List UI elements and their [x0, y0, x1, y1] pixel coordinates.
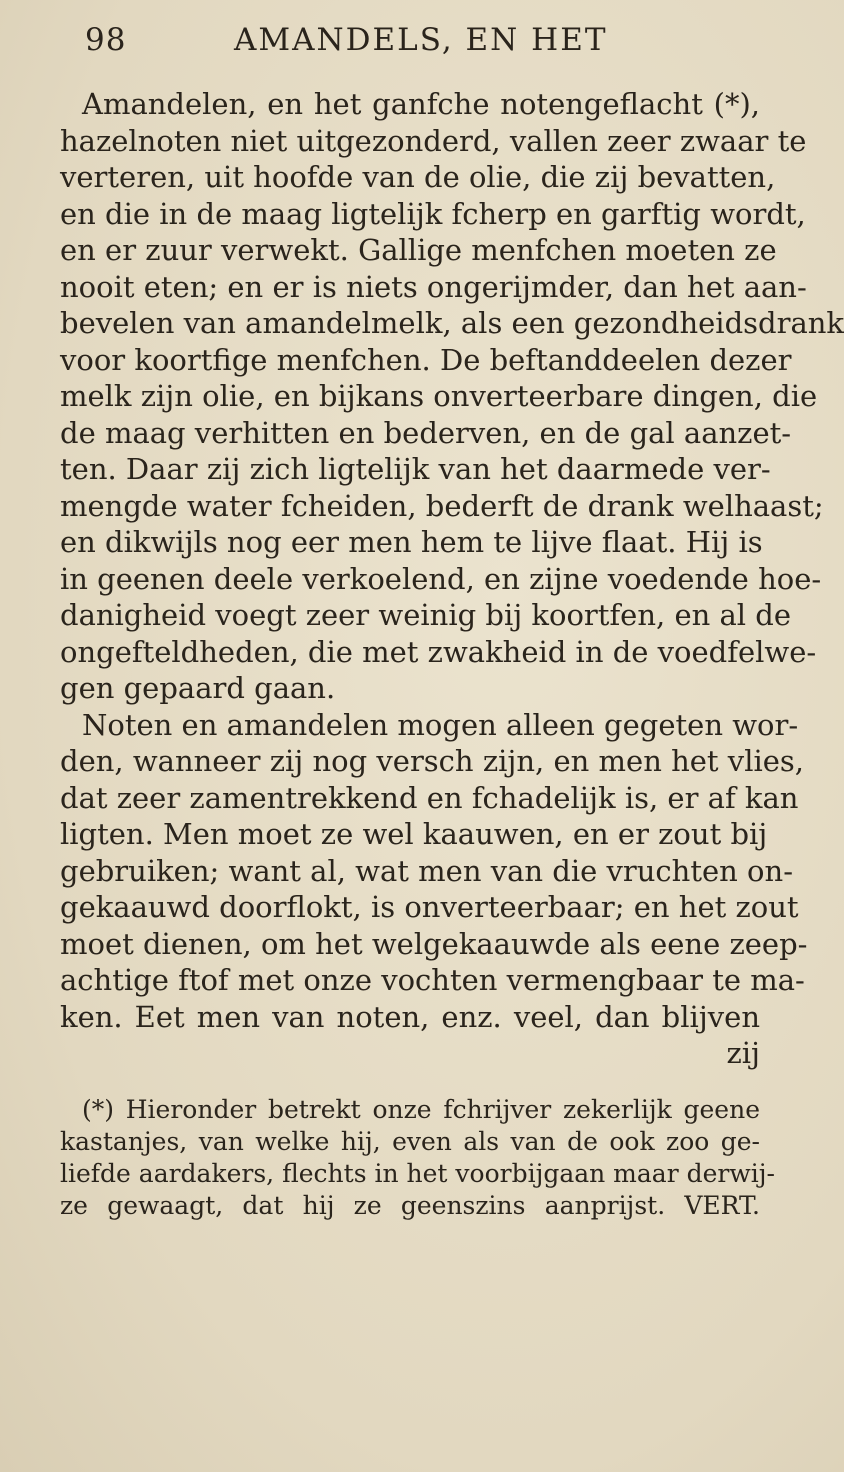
- body-text: [60, 86, 844, 1072]
- text-line: mengde water fcheiden, bederft de drank welhaast;: [60, 488, 824, 523]
- text-line: verteren, uit hoofde van de olie, die zij bevatten,: [60, 160, 776, 194]
- text-line: gekaauwd doorflokt, is onverteerbaar; en het zout: [60, 890, 799, 924]
- text-line: en die in de maag ligtelijk fcherp en garftig wordt,: [60, 196, 806, 231]
- text-line: moet dienen, om het welgekaauwde als eene zeep-: [60, 926, 808, 961]
- text-line: de maag verhitten en bederven, en de gal aanzet-: [60, 415, 792, 450]
- catchword: zij: [726, 1036, 760, 1070]
- text-line: ken. Eet men van noten, enz. veel, dan blijven: [60, 999, 760, 1034]
- running-head: AMANDELS, EN HET: [234, 22, 608, 58]
- footnote-line: liefde aardakers, flechts in het voorbijgaan maar derwij-: [60, 1159, 775, 1188]
- text-line: ligten. Men moet ze wel kaauwen, en er zout bij: [60, 817, 768, 851]
- text-line: melk zijn olie, en bijkans onverteerbare dingen, die: [60, 379, 818, 413]
- text-line: den, wanneer zij nog versch zijn, en men het vlies,: [60, 744, 805, 778]
- text-line: gen gepaard gaan.: [60, 671, 336, 705]
- text-line: Noten en amandelen mogen alleen gegeten wor-: [82, 707, 799, 742]
- text-line: gebruiken; want al, wat men van die vruchten on-: [60, 853, 793, 888]
- text-line: achtige ftof met onze vochten vermengbaar te ma-: [60, 963, 805, 997]
- text-line: nooit eten; en er is niets ongerijmder, dan het aan-: [60, 269, 807, 304]
- text-line: Amandelen, en het ganfche notengeflacht (*),: [82, 87, 760, 121]
- footnote: [60, 1094, 775, 1222]
- text-line: bevelen van amandelmelk, als een gezondheidsdrank: [60, 306, 844, 340]
- text-line: ten. Daar zij zich ligtelijk van het daarmede ver-: [60, 452, 771, 486]
- page-header: [0, 20, 800, 80]
- footnote-line: kastanjes, van welke hij, even als van de ook zoo ge-: [60, 1127, 760, 1156]
- text-line: voor koortfige menfchen. De beftanddeelen dezer: [60, 342, 792, 377]
- text-line: dat zeer zamentrekkend en fchadelijk is, er af kan: [60, 780, 799, 815]
- text-line: danigheid voegt zeer weinig bij koortfen, en al de: [60, 598, 792, 632]
- footnote-line: (*) Hieronder betrekt onze fchrijver zekerlijk geene: [82, 1095, 760, 1124]
- text-line: hazelnoten niet uitgezonderd, vallen zeer zwaar te: [60, 123, 807, 158]
- text-line: en er zuur verwekt. Gallige menfchen moeten ze: [60, 233, 777, 267]
- text-line: en dikwijls nog eer men hem te lijve flaat. Hij is: [60, 525, 763, 559]
- text-line: in geenen deele verkoelend, en zijne voedende hoe-: [60, 561, 822, 596]
- footnote-line: ze gewaagt, dat hij ze geenszins aanprijst. VERT.: [60, 1191, 760, 1220]
- text-line: ongefteldheden, die met zwakheid in de voedfelwe-: [60, 634, 817, 669]
- page-number: 98: [85, 22, 127, 58]
